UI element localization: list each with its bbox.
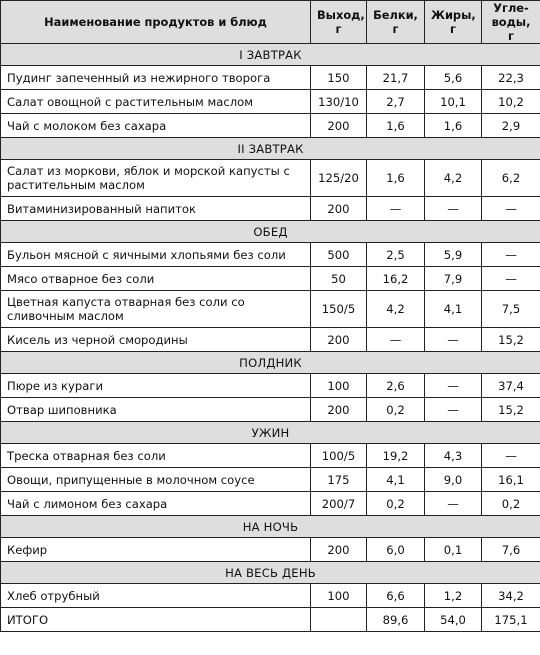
table-row [1,444,540,468]
cell-protein: 6,0 [367,538,425,562]
cell-carbs: 16,1 [482,468,540,492]
cell-carbs: — [482,197,540,221]
section-title: ОБЕД [1,221,540,243]
cell-carbs: 22,3 [482,66,540,90]
cell-carbs: 6,2 [482,160,540,197]
cell-output: 200 [311,398,367,422]
section-row [1,422,540,444]
table-body [1,44,540,632]
header-row [1,1,540,44]
section-title: НА ВЕСЬ ДЕНЬ [1,562,540,584]
table-row [1,584,540,608]
cell-protein: — [367,197,425,221]
cell-name: Отвар шиповника [1,398,311,422]
cell-output: 50 [311,267,367,291]
section-title: УЖИН [1,422,540,444]
cell-fat: — [425,374,482,398]
cell-name: ИТОГО [1,608,311,632]
cell-carbs: — [482,243,540,267]
cell-fat: 1,6 [425,114,482,138]
cell-carbs: 7,6 [482,538,540,562]
cell-output [311,608,367,632]
cell-fat: 54,0 [425,608,482,632]
section-title: II ЗАВТРАК [1,138,540,160]
cell-carbs: 37,4 [482,374,540,398]
section-title: ПОЛДНИК [1,352,540,374]
cell-protein: 2,6 [367,374,425,398]
cell-fat: — [425,328,482,352]
cell-fat: 4,2 [425,160,482,197]
table-row [1,160,540,197]
cell-name: Треска отварная без соли [1,444,311,468]
cell-name: Бульон мясной с яичными хлопьями без соли [1,243,311,267]
section-title: I ЗАВТРАК [1,44,540,66]
cell-name: Кисель из черной смородины [1,328,311,352]
cell-carbs: 175,1 [482,608,540,632]
cell-fat: 7,9 [425,267,482,291]
table-row [1,608,540,632]
cell-name: Витаминизированный напиток [1,197,311,221]
cell-output: 500 [311,243,367,267]
cell-carbs: 10,2 [482,90,540,114]
section-row [1,562,540,584]
section-row [1,138,540,160]
cell-fat: 4,1 [425,291,482,328]
table-row [1,398,540,422]
cell-fat: — [425,492,482,516]
header-carbs: Угле-воды, г [482,1,540,44]
table-row [1,90,540,114]
cell-name: Чай с молоком без сахара [1,114,311,138]
header-fat: Жиры, г [425,1,482,44]
cell-protein: 4,2 [367,291,425,328]
table-header [1,1,540,44]
header-protein: Белки, г [367,1,425,44]
cell-name: Салат из моркови, яблок и морской капусты с растительным маслом [1,160,311,197]
cell-protein: 16,2 [367,267,425,291]
cell-carbs: 7,5 [482,291,540,328]
table-row [1,492,540,516]
cell-protein: — [367,328,425,352]
cell-name: Овощи, припущенные в молочном соусе [1,468,311,492]
cell-carbs: 15,2 [482,328,540,352]
cell-name: Пюре из кураги [1,374,311,398]
header-output: Выход, г [311,1,367,44]
cell-output: 150 [311,66,367,90]
cell-output: 125/20 [311,160,367,197]
table-row [1,114,540,138]
table-row [1,243,540,267]
table-row [1,291,540,328]
cell-name: Цветная капуста отварная без соли со сливочным маслом [1,291,311,328]
cell-carbs: 15,2 [482,398,540,422]
cell-name: Чай с лимоном без сахара [1,492,311,516]
cell-output: 200/7 [311,492,367,516]
cell-output: 100 [311,584,367,608]
cell-protein: 6,6 [367,584,425,608]
section-row [1,516,540,538]
cell-fat: 0,1 [425,538,482,562]
cell-protein: 1,6 [367,114,425,138]
cell-protein: 19,2 [367,444,425,468]
cell-carbs: — [482,444,540,468]
header-name: Наименование продуктов и блюд [1,1,311,44]
cell-fat: — [425,197,482,221]
cell-protein: 2,7 [367,90,425,114]
cell-output: 130/10 [311,90,367,114]
table-row [1,197,540,221]
cell-carbs: — [482,267,540,291]
cell-protein: 0,2 [367,398,425,422]
cell-output: 200 [311,328,367,352]
section-title: НА НОЧЬ [1,516,540,538]
section-row [1,352,540,374]
table-row [1,538,540,562]
table-row [1,267,540,291]
cell-carbs: 2,9 [482,114,540,138]
cell-fat: 5,9 [425,243,482,267]
cell-fat: 5,6 [425,66,482,90]
cell-fat: 1,2 [425,584,482,608]
table-row [1,468,540,492]
cell-output: 100/5 [311,444,367,468]
cell-output: 200 [311,538,367,562]
cell-carbs: 0,2 [482,492,540,516]
cell-output: 200 [311,114,367,138]
cell-fat: 10,1 [425,90,482,114]
cell-protein: 1,6 [367,160,425,197]
cell-output: 175 [311,468,367,492]
cell-name: Пудинг запеченный из нежирного творога [1,66,311,90]
section-row [1,221,540,243]
cell-carbs: 34,2 [482,584,540,608]
cell-name: Хлеб отрубный [1,584,311,608]
section-row [1,44,540,66]
cell-protein: 21,7 [367,66,425,90]
cell-protein: 89,6 [367,608,425,632]
cell-name: Салат овощной с растительным маслом [1,90,311,114]
table-row [1,66,540,90]
cell-output: 150/5 [311,291,367,328]
table-row [1,328,540,352]
cell-name: Кефир [1,538,311,562]
cell-protein: 2,5 [367,243,425,267]
cell-output: 100 [311,374,367,398]
cell-protein: 0,2 [367,492,425,516]
cell-fat: 9,0 [425,468,482,492]
cell-fat: — [425,398,482,422]
cell-name: Мясо отварное без соли [1,267,311,291]
cell-fat: 4,3 [425,444,482,468]
cell-protein: 4,1 [367,468,425,492]
cell-output: 200 [311,197,367,221]
table-row [1,374,540,398]
